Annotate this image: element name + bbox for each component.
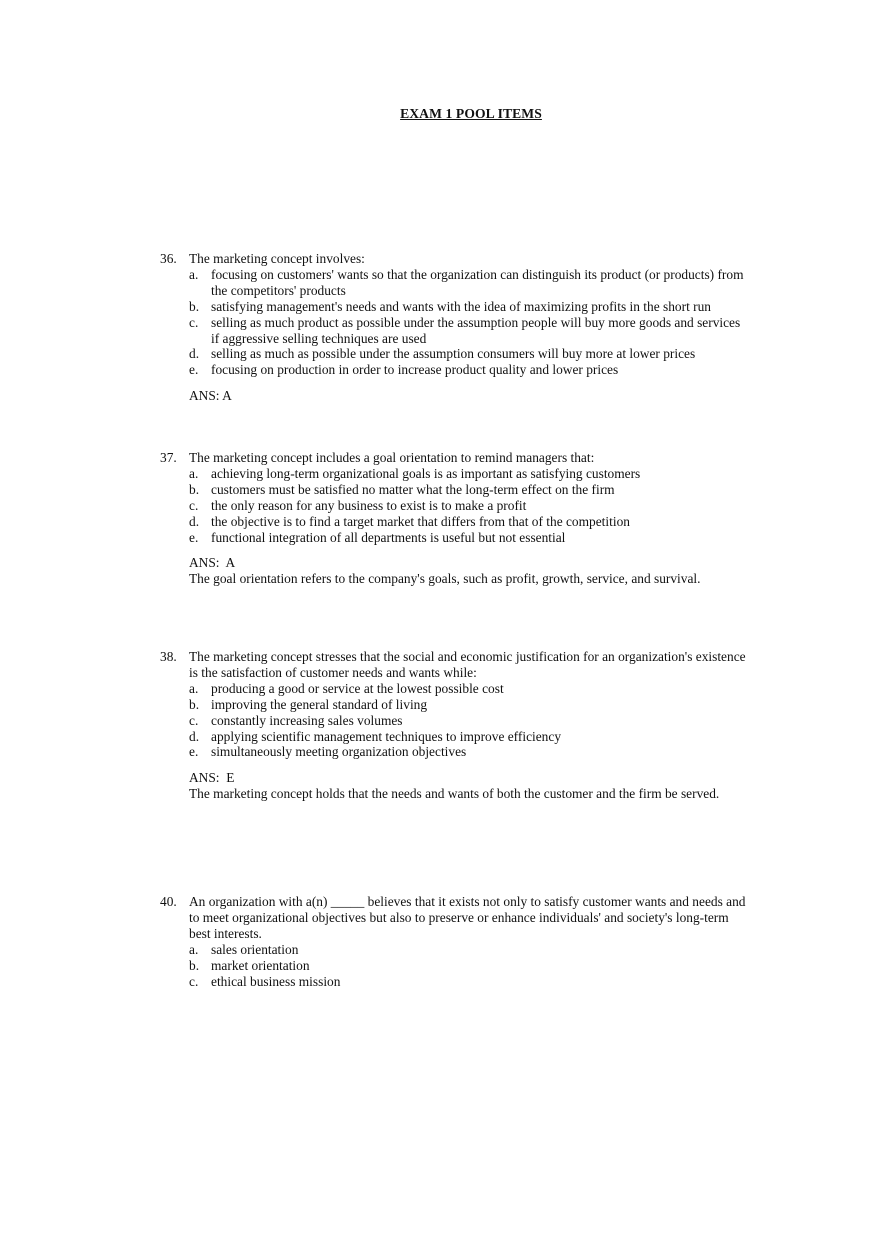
option-b (189, 958, 750, 974)
option-text: focusing on production in order to increase product quality and lower prices (211, 362, 619, 378)
option-text: market orientation (211, 957, 310, 973)
question-number: 36. (160, 251, 177, 266)
answer-key (189, 555, 750, 571)
option-letter: b. (189, 957, 200, 973)
option-d (189, 514, 750, 530)
option-letter: c. (189, 712, 199, 728)
question-number: 37. (160, 450, 177, 465)
question-stem: The marketing concept involves: (189, 251, 365, 266)
option-text: constantly increasing sales volumes (211, 712, 403, 728)
option-b (189, 299, 750, 315)
option-list (189, 681, 750, 761)
option-text: the only reason for any business to exist is to make a profit (211, 497, 527, 513)
option-e (189, 744, 750, 760)
question-stem: The marketing concept includes a goal orientation to remind managers that: (189, 450, 595, 465)
option-c (189, 498, 750, 514)
option-text: the objective is to find a target market that differs from that of the competition (211, 513, 630, 529)
option-letter: e. (189, 362, 199, 378)
option-letter: e. (189, 744, 199, 760)
option-text: customers must be satisfied no matter what the long-term effect on the firm (211, 481, 615, 497)
option-text: sales orientation (211, 941, 299, 957)
option-letter: a. (189, 465, 199, 481)
answer-key (189, 770, 750, 786)
option-letter: a. (189, 266, 199, 282)
option-list (189, 267, 750, 378)
option-letter: a. (189, 941, 199, 957)
option-letter: b. (189, 298, 200, 314)
question-number: 38. (160, 649, 177, 664)
option-letter: d. (189, 513, 200, 529)
option-c (189, 713, 750, 729)
option-b (189, 482, 750, 498)
question-36 (160, 251, 750, 404)
option-a (189, 466, 750, 482)
option-letter: b. (189, 481, 200, 497)
answer-label: ANS: E (189, 770, 235, 786)
option-text: satisfying management's needs and wants with the idea of maximizing profits in the short run (211, 298, 711, 314)
option-list (189, 942, 750, 990)
option-letter: b. (189, 696, 200, 712)
option-text: achieving long-term organizational goals is as important as satisfying customers (211, 465, 641, 481)
option-text: selling as much product as possible under the assumption people will buy more goods and services if aggressive selling techniques are used (211, 314, 741, 346)
option-text: selling as much as possible under the assumption consumers will buy more at lower prices (211, 346, 696, 362)
option-d (189, 729, 750, 745)
answer-explanation: The marketing concept holds that the needs and wants of both the customer and the firm be served. (189, 786, 720, 802)
option-list (189, 466, 750, 546)
question-stem: An organization with a(n) _____ believes that it exists not only to satisfy customer wants and needs and to meet organizational objectives but also to preserve or enhance individuals' and society's long-term best interests. (189, 894, 746, 941)
option-text: functional integration of all departments is useful but not essential (211, 529, 566, 545)
option-letter: c. (189, 497, 199, 513)
option-e (189, 530, 750, 546)
option-d (189, 346, 750, 362)
option-text: producing a good or service at the lowest possible cost (211, 680, 504, 696)
option-a (189, 942, 750, 958)
question-40 (160, 894, 750, 989)
option-e (189, 362, 750, 378)
option-text: simultaneously meeting organization objectives (211, 744, 467, 760)
option-letter: c. (189, 973, 199, 989)
option-letter: a. (189, 680, 199, 696)
option-letter: c. (189, 314, 199, 330)
answer-key (189, 388, 750, 404)
question-stem: The marketing concept stresses that the social and economic justification for an organization's existence is the satisfaction of customer needs and wants while: (189, 649, 746, 680)
option-text: focusing on customers' wants so that the organization can distinguish its product (or products) from the competitors' products (211, 266, 744, 298)
option-c (189, 974, 750, 990)
answer-label: ANS: A (189, 555, 236, 571)
question-38 (160, 649, 750, 802)
option-letter: d. (189, 346, 200, 362)
option-c (189, 315, 750, 347)
answer-explanation: The goal orientation refers to the company's goals, such as profit, growth, service, and survival. (189, 571, 701, 587)
answer-label: ANS: A (189, 388, 232, 404)
option-letter: e. (189, 529, 199, 545)
option-text: ethical business mission (211, 973, 341, 989)
option-text: improving the general standard of living (211, 696, 428, 712)
question-37 (160, 450, 750, 587)
option-text: applying scientific management techniques to improve efficiency (211, 728, 562, 744)
option-a (189, 681, 750, 697)
page-title: EXAM 1 POOL ITEMS (400, 106, 542, 121)
question-number: 40. (160, 894, 177, 909)
option-a (189, 267, 750, 299)
option-b (189, 697, 750, 713)
option-letter: d. (189, 728, 200, 744)
